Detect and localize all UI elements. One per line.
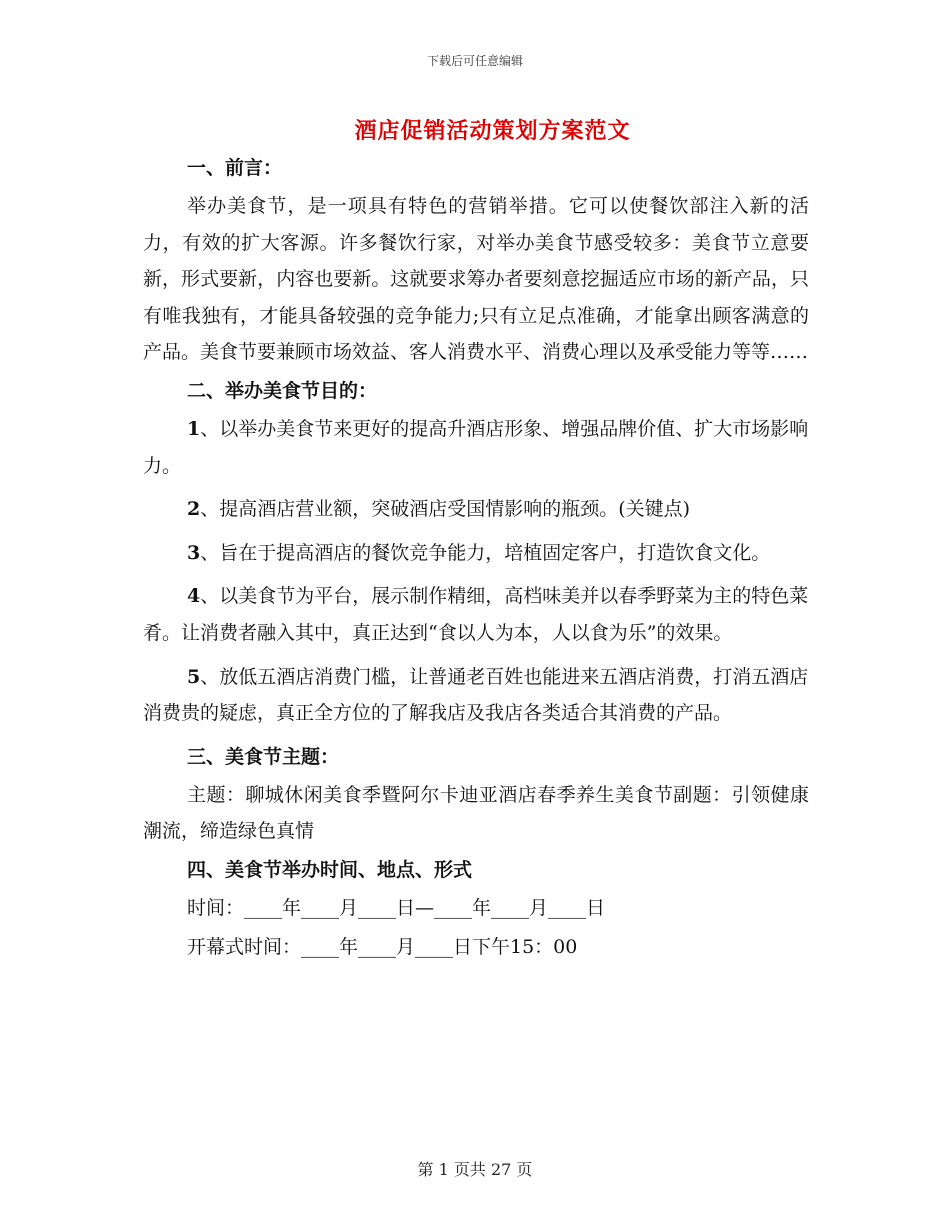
- purpose-item-text: 、放低五酒店消费门槛，让普通老百姓也能进来五酒店消费，打消五酒店消费贵的疑虑，真正全方位的了解我店及我店各类适合其消费的产品。: [143, 665, 809, 725]
- preface-paragraph: 举办美食节，是一项具有特色的营销举措。它可以使餐饮部注入新的活力，有效的扩大客源。许多餐饮行家，对举办美食节感受较多：美食节立意要新，形式要新，内容也要新。这就要求筹办者要刻意挖掘适应市场的新产品，只有唯我独有，才能具备较强的竞争能力;只有立足点准确，才能拿出顾客满意的产品。美食节要兼顾市场效益、客人消费水平、消费心理以及承受能力等等……: [143, 195, 809, 364]
- page-footer: 第 1 页共 27 页: [417, 1160, 533, 1179]
- purpose-item-number: 1: [187, 417, 201, 440]
- purpose-item-number: 2: [187, 498, 201, 521]
- purpose-item: [143, 578, 809, 651]
- purpose-item: [143, 659, 809, 732]
- document-title: 酒店促销活动策划方案范文: [354, 118, 631, 144]
- purpose-item-text: 、旨在于提高酒店的餐饮竞争能力，培植固定客户，打造饮食文化。: [200, 541, 771, 564]
- purpose-item-text: 、以举办美食节来更好的提高升酒店形象、增强品牌价值、扩大市场影响力。: [143, 417, 809, 477]
- purpose-item-text: 、以美食节为平台，展示制作精细，高档味美并以春季野菜为主的特色菜肴。让消费者融入其中，真正达到“食以人为本，人以食为乐”的效果。: [143, 585, 809, 644]
- schedule-time-line: 时间：____年____月____日—____年____月____日: [187, 896, 606, 919]
- section-heading-theme: 三、美食节主题：: [187, 745, 340, 768]
- purpose-item-number: 4: [187, 585, 201, 608]
- opening-time-line: 开幕式时间：____年____月____日下午15：00: [187, 935, 578, 958]
- theme-paragraph: 主题：聊城休闲美食季暨阿尔卡迪亚酒店春季养生美食节副题：引领健康潮流，缔造绿色真情: [143, 783, 809, 843]
- purpose-item-text: 、提高酒店营业额，突破酒店受国情影响的瓶颈。(关键点): [200, 498, 691, 521]
- purpose-item: [143, 535, 809, 572]
- document-body: [143, 150, 809, 967]
- purpose-item: [143, 411, 809, 484]
- purpose-item: [143, 491, 809, 528]
- purpose-item-number: 5: [187, 665, 201, 688]
- section-heading-schedule: 四、美食节举办时间、地点、形式: [187, 858, 473, 881]
- section-heading-preface: 一、前言：: [187, 157, 283, 179]
- header-note: 下载后可任意编辑: [426, 54, 523, 68]
- purpose-item-number: 3: [187, 541, 201, 564]
- section-heading-purpose: 二、举办美食节目的：: [187, 379, 378, 402]
